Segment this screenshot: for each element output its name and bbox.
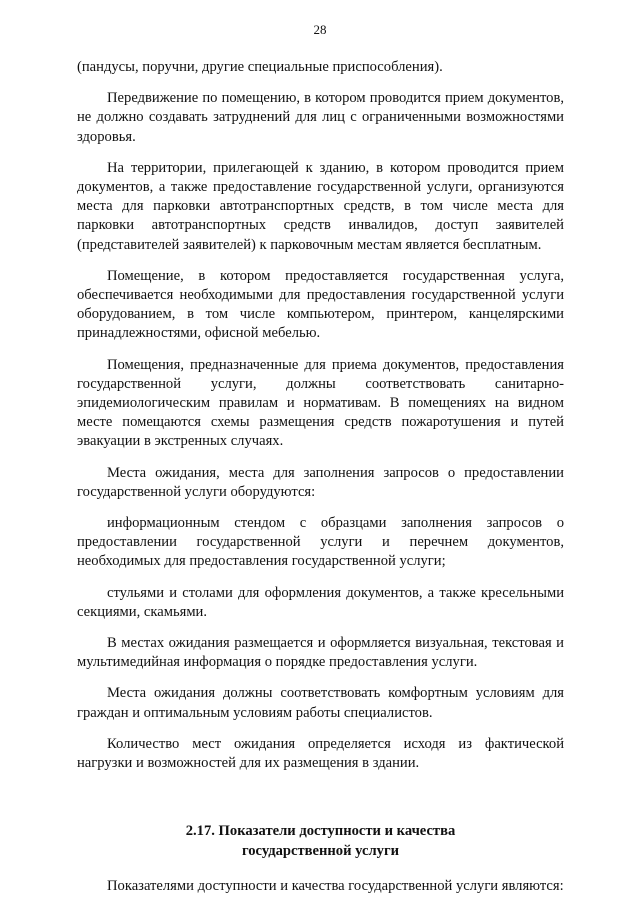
paragraph: Места ожидания, места для заполнения запросов о предоставлении государственной услуги оборудуются:: [77, 464, 564, 500]
paragraph: Помещение, в котором предоставляется государственная услуга, обеспечивается необходимыми для предоставления государственной услуги оборудованием, в том числе компьютером, принтером, канцелярскими принадлежностями, офисной мебелью.: [77, 267, 564, 342]
paragraph: Показателями доступности и качества государственной услуги являются:: [107, 877, 564, 894]
paragraph: Места ожидания должны соответствовать комфортным условиям для граждан и оптимальным условиям работы специалистов.: [77, 685, 564, 721]
paragraph: Передвижение по помещению, в котором проводится прием документов, не должно создавать затруднений для лиц с ограниченными возможностями здоровья.: [77, 90, 564, 145]
paragraph-group-bottom: [77, 877, 564, 896]
paragraph: (пандусы, поручни, другие специальные приспособления).: [77, 59, 443, 75]
paragraph: На территории, прилегающей к зданию, в котором проводится прием документов, а также предоставление государственной услуги, организуются места для парковки автотранспортных средств, в том числе места для парковки автотранспортных средств инвалидов, доступ заявителей (представителей заявителей) к парковочным местам является бесплатным.: [77, 159, 564, 253]
paragraph: Количество мест ожидания определяется исходя из фактической нагрузки и возможностей для их размещения в здании.: [77, 735, 564, 772]
section-heading-line-2: государственной услуги: [241, 842, 400, 859]
paragraph: В местах ожидания размещается и оформляется визуальная, текстовая и мультимедийная информация о порядке предоставления услуги.: [77, 635, 564, 671]
paragraph: стульями и столами для оформления документов, а также кресельными секциями, скамьями.: [77, 584, 564, 620]
section-heading-line-1: 2.17. Показатели доступности и качества: [185, 823, 456, 840]
paragraph: Помещения, предназначенные для приема документов, предоставления государственной услуги, должны соответствовать санитарно-эпидемиологическим правилам и нормативам. В помещениях на видном месте помещаются схемы размещения средств пожаротушения и путей эвакуации в экстренных случаях.: [77, 356, 564, 450]
document-body: [77, 58, 564, 908]
paragraph: информационным стендом с образцами заполнения запросов о предоставлении государственной услуги и перечнем документов, необходимых для предоставления государственной услуги;: [77, 515, 564, 570]
page-number: 28: [313, 22, 327, 37]
section-heading: [77, 822, 564, 860]
paragraph-group-top: [77, 58, 564, 773]
